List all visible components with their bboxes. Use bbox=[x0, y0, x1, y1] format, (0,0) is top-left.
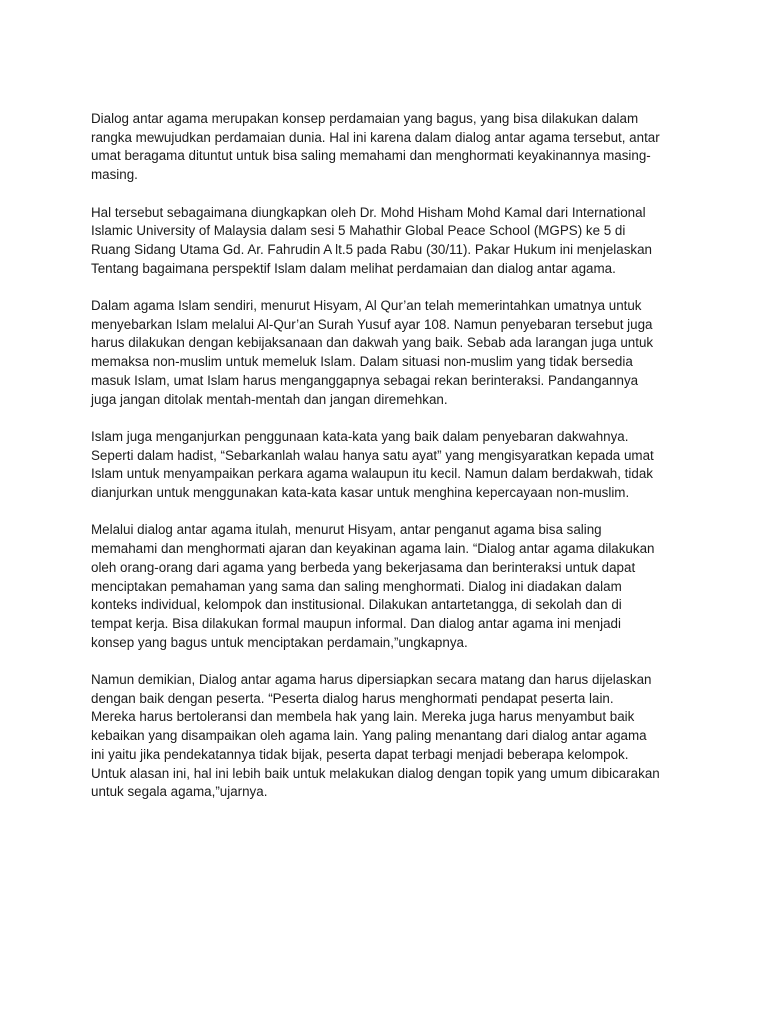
text-line: Melalui dialog antar agama itulah, menurut Hisyam, antar penganut agama bisa saling bbox=[91, 522, 602, 538]
text-line: Ruang Sidang Utama Gd. Ar. Fahrudin A lt.5 pada Rabu (30/11). Pakar Hukum ini menjelaskan bbox=[91, 241, 652, 257]
text-line: umat beragama dituntut untuk bisa saling memahami dan menghormati keyakinannya masing- bbox=[91, 148, 651, 164]
text-line: Namun demikian, Dialog antar agama harus dipersiapkan secara matang dan harus dijelaskan bbox=[91, 672, 652, 688]
text-line: rangka mewujudkan perdamaian dunia. Hal ini karena dalam dialog antar agama tersebut, antar bbox=[91, 129, 660, 145]
text-line: konsep yang bagus untuk menciptakan perdamain,”ungkapnya. bbox=[91, 634, 468, 650]
text-line: ini yaitu jika pendekatannya tidak bijak, peserta dapat terbagi menjadi beberapa kelompok. bbox=[91, 746, 629, 762]
paragraph-5 bbox=[91, 521, 683, 652]
text-line: kebaikan yang disampaikan oleh agama lain. Yang paling menantang dari dialog antar agama bbox=[91, 728, 647, 744]
text-line: Mereka harus bertoleransi dan membela hak yang lain. Mereka juga harus menyambut baik bbox=[91, 709, 635, 725]
text-line: menyebarkan Islam melalui Al-Qur’an Surah Yusuf ayar 108. Namun penyebaran tersebut juga bbox=[91, 316, 653, 332]
text-line: Islamic University of Malaysia dalam sesi 5 Mahathir Global Peace School (MGPS) ke 5 di bbox=[91, 223, 626, 239]
document-body bbox=[91, 110, 683, 821]
paragraph-4 bbox=[91, 428, 683, 503]
text-line: masing. bbox=[91, 167, 138, 183]
text-line: Islam juga menganjurkan penggunaan kata-kata yang baik dalam penyebaran dakwahnya. bbox=[91, 428, 629, 444]
text-line: Seperti dalam hadist, “Sebarkanlah walau hanya satu ayat” yang mengisyaratkan kepada umat bbox=[91, 447, 654, 463]
text-line: Hal tersebut sebagaimana diungkapkan oleh Dr. Mohd Hisham Mohd Kamal dari International bbox=[91, 204, 646, 220]
text-line: juga jangan ditolak mentah-mentah dan jangan diremehkan. bbox=[91, 391, 448, 407]
text-line: Islam untuk menyampaikan perkara agama walaupun itu kecil. Namun dalam berdakwah, tidak bbox=[91, 466, 653, 482]
paragraph-2 bbox=[91, 204, 683, 279]
text-line: tempat kerja. Bisa dilakukan formal maupun informal. Dan dialog antar agama ini menjadi bbox=[91, 615, 621, 631]
paragraph-6 bbox=[91, 671, 683, 802]
text-line: masuk Islam, umat Islam harus menganggapnya sebagai rekan berinteraksi. Pandangannya bbox=[91, 372, 639, 388]
paragraph-1 bbox=[91, 110, 683, 185]
text-line: memahami dan menghormati ajaran dan keyakinan agama lain. “Dialog antar agama dilakukan bbox=[91, 541, 655, 557]
text-line: memaksa non-muslim untuk memeluk Islam. Dalam situasi non-muslim yang tidak bersedia bbox=[91, 354, 633, 370]
text-line: harus dilakukan dengan kebijaksanaan dan dakwah yang baik. Sebab ada larangan juga untuk bbox=[91, 335, 654, 351]
text-line: konteks individual, kelompok dan institusional. Dilakukan antartetangga, di sekolah dan di bbox=[91, 597, 622, 613]
text-line: dianjurkan untuk menggunakan kata-kata kasar untuk menghina kepercayaan non-muslim. bbox=[91, 485, 630, 501]
text-line: menciptakan pemahaman yang sama dan saling menghormati. Dialog ini diadakan dalam bbox=[91, 578, 622, 594]
text-line: Tentang bagaimana perspektif Islam dalam melihat perdamaian dan dialog antar agama. bbox=[91, 260, 616, 276]
paragraph-3 bbox=[91, 297, 683, 409]
text-line: Dalam agama Islam sendiri, menurut Hisyam, Al Qur’an telah memerintahkan umatnya untuk bbox=[91, 298, 642, 313]
text-line: Dialog antar agama merupakan konsep perdamaian yang bagus, yang bisa dilakukan dalam bbox=[91, 111, 639, 126]
text-line: untuk segala agama,”ujarnya. bbox=[91, 784, 268, 800]
text-line: Untuk alasan ini, hal ini lebih baik untuk melakukan dialog dengan topik yang umum dibicarakan bbox=[91, 765, 660, 781]
text-line: oleh orang-orang dari agama yang berbeda yang bekerjasama dan berinteraksi untuk dapat bbox=[91, 559, 636, 575]
text-line: dengan baik dengan peserta. “Peserta dialog harus menghormati pendapat peserta lain. bbox=[91, 690, 614, 706]
